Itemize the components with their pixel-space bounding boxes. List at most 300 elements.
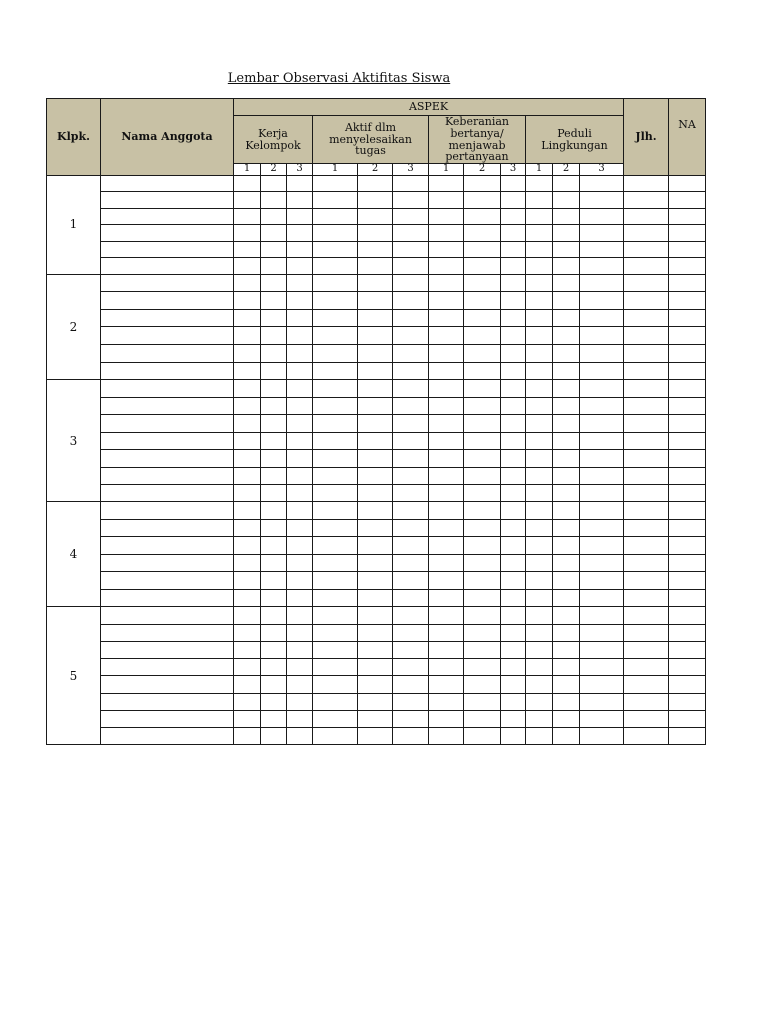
score-cell[interactable] bbox=[429, 362, 464, 380]
score-cell[interactable] bbox=[234, 519, 261, 537]
score-cell[interactable] bbox=[553, 258, 580, 275]
score-cell[interactable] bbox=[358, 380, 393, 397]
score-cell[interactable] bbox=[553, 710, 580, 727]
score-cell[interactable] bbox=[358, 450, 393, 467]
score-cell[interactable] bbox=[580, 659, 624, 676]
score-cell[interactable] bbox=[261, 710, 287, 727]
score-cell[interactable] bbox=[501, 241, 526, 258]
jlh-cell[interactable] bbox=[624, 641, 669, 658]
score-cell[interactable] bbox=[313, 519, 358, 537]
score-cell[interactable] bbox=[358, 728, 393, 745]
na-cell[interactable] bbox=[669, 432, 706, 449]
score-cell[interactable] bbox=[313, 345, 358, 363]
score-cell[interactable] bbox=[358, 467, 393, 484]
score-cell[interactable] bbox=[526, 624, 553, 641]
score-cell[interactable] bbox=[261, 607, 287, 624]
na-cell[interactable] bbox=[669, 208, 706, 225]
score-cell[interactable] bbox=[261, 274, 287, 292]
na-cell[interactable] bbox=[669, 415, 706, 432]
member-name-cell[interactable] bbox=[101, 292, 234, 310]
score-cell[interactable] bbox=[429, 502, 464, 520]
score-cell[interactable] bbox=[234, 309, 261, 327]
score-cell[interactable] bbox=[553, 554, 580, 572]
na-cell[interactable] bbox=[669, 554, 706, 572]
score-cell[interactable] bbox=[358, 309, 393, 327]
score-cell[interactable] bbox=[287, 415, 313, 432]
score-cell[interactable] bbox=[580, 208, 624, 225]
score-cell[interactable] bbox=[429, 397, 464, 414]
score-cell[interactable] bbox=[261, 175, 287, 192]
score-cell[interactable] bbox=[580, 728, 624, 745]
score-cell[interactable] bbox=[429, 484, 464, 501]
score-cell[interactable] bbox=[393, 467, 429, 484]
na-cell[interactable] bbox=[669, 710, 706, 727]
score-cell[interactable] bbox=[429, 659, 464, 676]
score-cell[interactable] bbox=[464, 693, 501, 710]
jlh-cell[interactable] bbox=[624, 589, 669, 607]
score-cell[interactable] bbox=[393, 607, 429, 624]
member-name-cell[interactable] bbox=[101, 693, 234, 710]
score-cell[interactable] bbox=[501, 362, 526, 380]
member-name-cell[interactable] bbox=[101, 208, 234, 225]
score-cell[interactable] bbox=[526, 380, 553, 397]
score-cell[interactable] bbox=[358, 292, 393, 310]
jlh-cell[interactable] bbox=[624, 309, 669, 327]
score-cell[interactable] bbox=[464, 362, 501, 380]
na-cell[interactable] bbox=[669, 693, 706, 710]
score-cell[interactable] bbox=[501, 467, 526, 484]
jlh-cell[interactable] bbox=[624, 659, 669, 676]
score-cell[interactable] bbox=[553, 309, 580, 327]
score-cell[interactable] bbox=[580, 309, 624, 327]
score-cell[interactable] bbox=[501, 624, 526, 641]
score-cell[interactable] bbox=[358, 710, 393, 727]
score-cell[interactable] bbox=[553, 641, 580, 658]
score-cell[interactable] bbox=[464, 432, 501, 449]
score-cell[interactable] bbox=[501, 607, 526, 624]
score-cell[interactable] bbox=[501, 327, 526, 345]
score-cell[interactable] bbox=[526, 192, 553, 209]
score-cell[interactable] bbox=[393, 502, 429, 520]
score-cell[interactable] bbox=[358, 589, 393, 607]
score-cell[interactable] bbox=[429, 415, 464, 432]
score-cell[interactable] bbox=[553, 484, 580, 501]
score-cell[interactable] bbox=[358, 484, 393, 501]
score-cell[interactable] bbox=[429, 676, 464, 693]
score-cell[interactable] bbox=[501, 554, 526, 572]
member-name-cell[interactable] bbox=[101, 641, 234, 658]
score-cell[interactable] bbox=[287, 659, 313, 676]
score-cell[interactable] bbox=[393, 345, 429, 363]
score-cell[interactable] bbox=[287, 397, 313, 414]
score-cell[interactable] bbox=[501, 225, 526, 242]
score-cell[interactable] bbox=[429, 432, 464, 449]
score-cell[interactable] bbox=[501, 693, 526, 710]
score-cell[interactable] bbox=[313, 415, 358, 432]
jlh-cell[interactable] bbox=[624, 327, 669, 345]
score-cell[interactable] bbox=[464, 274, 501, 292]
score-cell[interactable] bbox=[234, 484, 261, 501]
score-cell[interactable] bbox=[501, 175, 526, 192]
score-cell[interactable] bbox=[393, 676, 429, 693]
score-cell[interactable] bbox=[393, 728, 429, 745]
score-cell[interactable] bbox=[358, 415, 393, 432]
jlh-cell[interactable] bbox=[624, 225, 669, 242]
score-cell[interactable] bbox=[526, 467, 553, 484]
score-cell[interactable] bbox=[526, 397, 553, 414]
score-cell[interactable] bbox=[526, 554, 553, 572]
na-cell[interactable] bbox=[669, 607, 706, 624]
score-cell[interactable] bbox=[393, 292, 429, 310]
score-cell[interactable] bbox=[501, 415, 526, 432]
score-cell[interactable] bbox=[287, 537, 313, 555]
jlh-cell[interactable] bbox=[624, 258, 669, 275]
score-cell[interactable] bbox=[553, 589, 580, 607]
score-cell[interactable] bbox=[553, 241, 580, 258]
score-cell[interactable] bbox=[580, 327, 624, 345]
score-cell[interactable] bbox=[287, 362, 313, 380]
jlh-cell[interactable] bbox=[624, 537, 669, 555]
score-cell[interactable] bbox=[553, 450, 580, 467]
score-cell[interactable] bbox=[580, 467, 624, 484]
score-cell[interactable] bbox=[393, 432, 429, 449]
score-cell[interactable] bbox=[313, 432, 358, 449]
score-cell[interactable] bbox=[313, 258, 358, 275]
score-cell[interactable] bbox=[526, 641, 553, 658]
score-cell[interactable] bbox=[464, 327, 501, 345]
score-cell[interactable] bbox=[429, 345, 464, 363]
score-cell[interactable] bbox=[464, 397, 501, 414]
score-cell[interactable] bbox=[580, 624, 624, 641]
score-cell[interactable] bbox=[313, 397, 358, 414]
member-name-cell[interactable] bbox=[101, 607, 234, 624]
score-cell[interactable] bbox=[234, 258, 261, 275]
score-cell[interactable] bbox=[313, 710, 358, 727]
member-name-cell[interactable] bbox=[101, 362, 234, 380]
score-cell[interactable] bbox=[464, 192, 501, 209]
score-cell[interactable] bbox=[526, 208, 553, 225]
score-cell[interactable] bbox=[358, 554, 393, 572]
score-cell[interactable] bbox=[429, 641, 464, 658]
score-cell[interactable] bbox=[580, 572, 624, 590]
score-cell[interactable] bbox=[501, 345, 526, 363]
jlh-cell[interactable] bbox=[624, 175, 669, 192]
score-cell[interactable] bbox=[358, 274, 393, 292]
score-cell[interactable] bbox=[464, 554, 501, 572]
score-cell[interactable] bbox=[580, 502, 624, 520]
score-cell[interactable] bbox=[580, 484, 624, 501]
score-cell[interactable] bbox=[553, 502, 580, 520]
score-cell[interactable] bbox=[287, 710, 313, 727]
score-cell[interactable] bbox=[393, 572, 429, 590]
jlh-cell[interactable] bbox=[624, 192, 669, 209]
member-name-cell[interactable] bbox=[101, 554, 234, 572]
jlh-cell[interactable] bbox=[624, 450, 669, 467]
score-cell[interactable] bbox=[358, 225, 393, 242]
score-cell[interactable] bbox=[464, 728, 501, 745]
score-cell[interactable] bbox=[553, 192, 580, 209]
score-cell[interactable] bbox=[287, 607, 313, 624]
jlh-cell[interactable] bbox=[624, 676, 669, 693]
score-cell[interactable] bbox=[429, 572, 464, 590]
score-cell[interactable] bbox=[464, 572, 501, 590]
score-cell[interactable] bbox=[393, 693, 429, 710]
member-name-cell[interactable] bbox=[101, 659, 234, 676]
score-cell[interactable] bbox=[358, 258, 393, 275]
na-cell[interactable] bbox=[669, 676, 706, 693]
member-name-cell[interactable] bbox=[101, 432, 234, 449]
score-cell[interactable] bbox=[526, 450, 553, 467]
member-name-cell[interactable] bbox=[101, 380, 234, 397]
score-cell[interactable] bbox=[393, 208, 429, 225]
score-cell[interactable] bbox=[429, 607, 464, 624]
score-cell[interactable] bbox=[313, 607, 358, 624]
member-name-cell[interactable] bbox=[101, 241, 234, 258]
member-name-cell[interactable] bbox=[101, 397, 234, 414]
score-cell[interactable] bbox=[261, 728, 287, 745]
score-cell[interactable] bbox=[429, 589, 464, 607]
score-cell[interactable] bbox=[526, 327, 553, 345]
na-cell[interactable] bbox=[669, 572, 706, 590]
score-cell[interactable] bbox=[501, 292, 526, 310]
score-cell[interactable] bbox=[526, 728, 553, 745]
score-cell[interactable] bbox=[287, 309, 313, 327]
member-name-cell[interactable] bbox=[101, 327, 234, 345]
jlh-cell[interactable] bbox=[624, 432, 669, 449]
score-cell[interactable] bbox=[501, 659, 526, 676]
jlh-cell[interactable] bbox=[624, 415, 669, 432]
score-cell[interactable] bbox=[526, 659, 553, 676]
score-cell[interactable] bbox=[261, 676, 287, 693]
score-cell[interactable] bbox=[553, 519, 580, 537]
score-cell[interactable] bbox=[393, 519, 429, 537]
score-cell[interactable] bbox=[287, 258, 313, 275]
score-cell[interactable] bbox=[580, 258, 624, 275]
score-cell[interactable] bbox=[261, 659, 287, 676]
score-cell[interactable] bbox=[553, 693, 580, 710]
score-cell[interactable] bbox=[313, 659, 358, 676]
score-cell[interactable] bbox=[358, 676, 393, 693]
score-cell[interactable] bbox=[526, 345, 553, 363]
score-cell[interactable] bbox=[393, 659, 429, 676]
jlh-cell[interactable] bbox=[624, 274, 669, 292]
score-cell[interactable] bbox=[393, 175, 429, 192]
score-cell[interactable] bbox=[553, 225, 580, 242]
score-cell[interactable] bbox=[526, 415, 553, 432]
score-cell[interactable] bbox=[313, 450, 358, 467]
jlh-cell[interactable] bbox=[624, 292, 669, 310]
score-cell[interactable] bbox=[287, 274, 313, 292]
score-cell[interactable] bbox=[313, 192, 358, 209]
score-cell[interactable] bbox=[464, 225, 501, 242]
score-cell[interactable] bbox=[358, 241, 393, 258]
jlh-cell[interactable] bbox=[624, 572, 669, 590]
score-cell[interactable] bbox=[313, 362, 358, 380]
score-cell[interactable] bbox=[287, 380, 313, 397]
score-cell[interactable] bbox=[287, 292, 313, 310]
score-cell[interactable] bbox=[580, 537, 624, 555]
score-cell[interactable] bbox=[526, 484, 553, 501]
score-cell[interactable] bbox=[501, 728, 526, 745]
score-cell[interactable] bbox=[429, 519, 464, 537]
score-cell[interactable] bbox=[261, 537, 287, 555]
score-cell[interactable] bbox=[261, 327, 287, 345]
score-cell[interactable] bbox=[358, 208, 393, 225]
jlh-cell[interactable] bbox=[624, 607, 669, 624]
score-cell[interactable] bbox=[358, 397, 393, 414]
member-name-cell[interactable] bbox=[101, 274, 234, 292]
jlh-cell[interactable] bbox=[624, 241, 669, 258]
na-cell[interactable] bbox=[669, 345, 706, 363]
score-cell[interactable] bbox=[261, 415, 287, 432]
score-cell[interactable] bbox=[580, 274, 624, 292]
score-cell[interactable] bbox=[261, 345, 287, 363]
jlh-cell[interactable] bbox=[624, 624, 669, 641]
score-cell[interactable] bbox=[234, 624, 261, 641]
score-cell[interactable] bbox=[234, 641, 261, 658]
score-cell[interactable] bbox=[287, 676, 313, 693]
score-cell[interactable] bbox=[429, 225, 464, 242]
score-cell[interactable] bbox=[429, 467, 464, 484]
score-cell[interactable] bbox=[501, 450, 526, 467]
score-cell[interactable] bbox=[429, 241, 464, 258]
score-cell[interactable] bbox=[287, 450, 313, 467]
score-cell[interactable] bbox=[526, 693, 553, 710]
score-cell[interactable] bbox=[234, 292, 261, 310]
score-cell[interactable] bbox=[261, 641, 287, 658]
score-cell[interactable] bbox=[393, 537, 429, 555]
jlh-cell[interactable] bbox=[624, 519, 669, 537]
score-cell[interactable] bbox=[501, 537, 526, 555]
na-cell[interactable] bbox=[669, 519, 706, 537]
score-cell[interactable] bbox=[464, 309, 501, 327]
score-cell[interactable] bbox=[358, 362, 393, 380]
score-cell[interactable] bbox=[393, 641, 429, 658]
score-cell[interactable] bbox=[393, 415, 429, 432]
score-cell[interactable] bbox=[464, 208, 501, 225]
score-cell[interactable] bbox=[464, 175, 501, 192]
score-cell[interactable] bbox=[234, 537, 261, 555]
score-cell[interactable] bbox=[234, 175, 261, 192]
score-cell[interactable] bbox=[261, 519, 287, 537]
score-cell[interactable] bbox=[287, 241, 313, 258]
score-cell[interactable] bbox=[358, 641, 393, 658]
score-cell[interactable] bbox=[261, 624, 287, 641]
na-cell[interactable] bbox=[669, 327, 706, 345]
member-name-cell[interactable] bbox=[101, 309, 234, 327]
score-cell[interactable] bbox=[393, 624, 429, 641]
score-cell[interactable] bbox=[526, 710, 553, 727]
score-cell[interactable] bbox=[234, 728, 261, 745]
na-cell[interactable] bbox=[669, 624, 706, 641]
member-name-cell[interactable] bbox=[101, 225, 234, 242]
score-cell[interactable] bbox=[234, 241, 261, 258]
score-cell[interactable] bbox=[526, 589, 553, 607]
score-cell[interactable] bbox=[464, 710, 501, 727]
score-cell[interactable] bbox=[234, 554, 261, 572]
score-cell[interactable] bbox=[501, 676, 526, 693]
member-name-cell[interactable] bbox=[101, 175, 234, 192]
score-cell[interactable] bbox=[313, 589, 358, 607]
score-cell[interactable] bbox=[580, 241, 624, 258]
score-cell[interactable] bbox=[287, 589, 313, 607]
score-cell[interactable] bbox=[501, 484, 526, 501]
score-cell[interactable] bbox=[429, 208, 464, 225]
score-cell[interactable] bbox=[261, 192, 287, 209]
na-cell[interactable] bbox=[669, 380, 706, 397]
score-cell[interactable] bbox=[553, 380, 580, 397]
na-cell[interactable] bbox=[669, 258, 706, 275]
score-cell[interactable] bbox=[526, 676, 553, 693]
score-cell[interactable] bbox=[287, 641, 313, 658]
score-cell[interactable] bbox=[234, 362, 261, 380]
member-name-cell[interactable] bbox=[101, 502, 234, 520]
score-cell[interactable] bbox=[313, 676, 358, 693]
score-cell[interactable] bbox=[464, 345, 501, 363]
score-cell[interactable] bbox=[553, 537, 580, 555]
score-cell[interactable] bbox=[429, 380, 464, 397]
score-cell[interactable] bbox=[287, 208, 313, 225]
score-cell[interactable] bbox=[580, 710, 624, 727]
score-cell[interactable] bbox=[393, 710, 429, 727]
member-name-cell[interactable] bbox=[101, 728, 234, 745]
score-cell[interactable] bbox=[464, 624, 501, 641]
score-cell[interactable] bbox=[580, 676, 624, 693]
score-cell[interactable] bbox=[580, 432, 624, 449]
jlh-cell[interactable] bbox=[624, 728, 669, 745]
score-cell[interactable] bbox=[580, 693, 624, 710]
score-cell[interactable] bbox=[580, 554, 624, 572]
score-cell[interactable] bbox=[261, 502, 287, 520]
score-cell[interactable] bbox=[526, 175, 553, 192]
score-cell[interactable] bbox=[393, 397, 429, 414]
score-cell[interactable] bbox=[393, 589, 429, 607]
score-cell[interactable] bbox=[234, 274, 261, 292]
score-cell[interactable] bbox=[501, 432, 526, 449]
score-cell[interactable] bbox=[234, 345, 261, 363]
jlh-cell[interactable] bbox=[624, 502, 669, 520]
score-cell[interactable] bbox=[580, 519, 624, 537]
score-cell[interactable] bbox=[313, 274, 358, 292]
score-cell[interactable] bbox=[464, 676, 501, 693]
score-cell[interactable] bbox=[464, 607, 501, 624]
score-cell[interactable] bbox=[526, 225, 553, 242]
score-cell[interactable] bbox=[526, 607, 553, 624]
score-cell[interactable] bbox=[261, 309, 287, 327]
jlh-cell[interactable] bbox=[624, 380, 669, 397]
score-cell[interactable] bbox=[287, 624, 313, 641]
na-cell[interactable] bbox=[669, 175, 706, 192]
na-cell[interactable] bbox=[669, 192, 706, 209]
score-cell[interactable] bbox=[313, 693, 358, 710]
score-cell[interactable] bbox=[464, 380, 501, 397]
score-cell[interactable] bbox=[501, 380, 526, 397]
score-cell[interactable] bbox=[429, 258, 464, 275]
jlh-cell[interactable] bbox=[624, 208, 669, 225]
score-cell[interactable] bbox=[358, 537, 393, 555]
score-cell[interactable] bbox=[464, 241, 501, 258]
score-cell[interactable] bbox=[313, 484, 358, 501]
score-cell[interactable] bbox=[358, 659, 393, 676]
score-cell[interactable] bbox=[580, 192, 624, 209]
score-cell[interactable] bbox=[234, 502, 261, 520]
score-cell[interactable] bbox=[464, 659, 501, 676]
score-cell[interactable] bbox=[501, 397, 526, 414]
na-cell[interactable] bbox=[669, 292, 706, 310]
score-cell[interactable] bbox=[580, 292, 624, 310]
member-name-cell[interactable] bbox=[101, 710, 234, 727]
score-cell[interactable] bbox=[393, 554, 429, 572]
